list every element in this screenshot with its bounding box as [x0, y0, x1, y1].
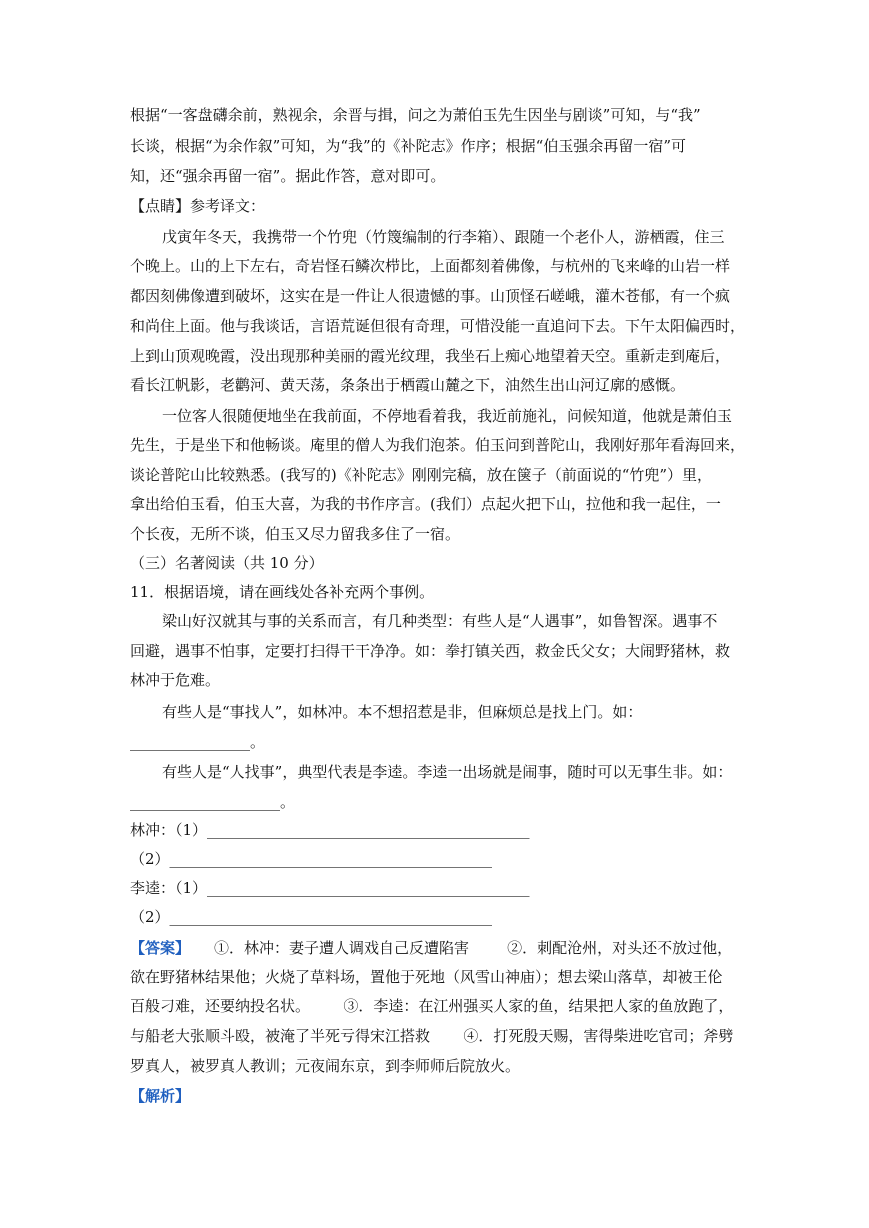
question-stem: 11．根据语境，请在画线处各补充两个事例。 [130, 583, 435, 601]
answer-text: 与船老大张顺斗殴，被淹了半死亏得宋江搭救 ④．打死殷天赐，害得柴进吃官司；斧劈 [130, 1027, 734, 1045]
translation-line: 个晚上。山的上下左右，奇岩怪石鳞次栉比，上面都刻着佛像，与杭州的飞来峰的山岩一样 [130, 257, 731, 275]
translation-line: 和尚住上面。他与我谈话，言语荒诞但很有奇理，可惜没能一直追问下去。下午太阳偏西时， [130, 317, 746, 335]
answer-line-li2[interactable]: （2）___________________________________________ [130, 908, 493, 926]
translation-line: 都因刻佛像遭到破坏，这实在是一件让人很遗憾的事。山顶怪石嵯峨，灌木苍郁，有一个疯 [130, 287, 731, 305]
translation-line: 一位客人很随便地坐在我前面，不停地看着我，我近前施礼，问候知道，他就是萧伯玉 [162, 407, 733, 425]
translation-line: 上到山顶观晚霞，没出现那种美丽的霞光纹理，我坐石上痴心地望着天空。重新走到庵后， [130, 347, 731, 365]
question-text: 有些人是“人找事”，典型代表是李逵。李逵一出场就是闹事，随时可以无事生非。如： [162, 763, 733, 781]
answer-line-li1[interactable]: 李逵：（1）___________________________________________ [130, 879, 530, 897]
answer-blank[interactable]: ________________。 [130, 733, 266, 751]
answer-label: 【答案】 [130, 939, 191, 957]
translation-line: 看长江帆影，老鹳河、黄天荡，条条出于栖霞山麓之下，油然生出山河辽廓的感慨。 [130, 376, 686, 394]
answer-line-lin1[interactable]: 林冲：（1）___________________________________________ [130, 821, 530, 839]
question-text: 回避，遇事不怕事，定要打扫得干干净净。如：拳打镇关西，救金氏父女；大闹野猪林，救 [130, 642, 731, 660]
translation-line: 先生，于是坐下和他畅谈。庵里的僧人为我们泡茶。伯玉问到普陀山，我刚好那年看海回来， [130, 436, 746, 454]
answer-blank[interactable]: ____________________。 [130, 793, 296, 811]
question-text: 梁山好汉就其与事的关系而言，有几种类型：有些人是“人遇事”，如鲁智深。遇事不 [162, 612, 718, 630]
translation-line: 谈论普陀山比较熟悉。(我写的)《补陀志》刚刚完稿，放在箧子（前面说的“竹兜”）里， [130, 466, 713, 484]
answer-text: 百般刁难，还要纳投名状。 ③．李逵：在江州强买人家的鱼，结果把人家的鱼放跑了， [130, 997, 734, 1015]
answer-line-lin2[interactable]: （2）___________________________________________ [130, 850, 493, 868]
translation-line: 个长夜，无所不谈，伯玉又尽力留我多住了一宿。 [130, 525, 461, 543]
analysis-line: 知，还“强余再留一宿”。据此作答，意对即可。 [130, 167, 446, 185]
translation-line: 拿出给伯玉看，伯玉大喜，为我的书作序言。(我们）点起火把下山，拉他和我一起住，一 [130, 495, 721, 513]
question-text: 林冲于危难。 [130, 671, 221, 689]
question-text: 有些人是“事找人”，如林冲。本不想招惹是非，但麻烦总是找上门。如： [162, 703, 643, 721]
section-title: （三）名著阅读（共 10 分） [130, 554, 324, 572]
answer-first-line [130, 938, 732, 958]
answer-text: 欲在野猪林结果他；火烧了草料场，置他于死地（风雪山神庙）；想去梁山落草，却被王伦 [130, 968, 723, 986]
translation-line: 戊寅年冬天，我携带一个竹兜（竹篾编制的行李箱）、跟随一个老仆人，游栖霞，住三 [162, 228, 725, 246]
dianjing-label: 【点睛】参考译文： [130, 197, 266, 215]
analysis-line: 根据“一客盘礴余前，熟视余，余晋与揖，问之为萧伯玉先生因坐与剧谈”可知，与“我” [130, 106, 701, 124]
answer-text: 罗真人，被罗真人教训；元夜闹东京，到李师师后院放火。 [130, 1057, 521, 1075]
analysis-line: 长谈，根据“为余作叙”可知，为“我”的《补陀志》作序；根据“伯玉强余再留一宿”可 [130, 137, 687, 155]
answer-text: ①．林冲：妻子遭人调戏自己反遭陷害 ②．刺配沧州，对头还不放过他， [214, 939, 733, 957]
analysis-label: 【解析】 [130, 1087, 191, 1105]
